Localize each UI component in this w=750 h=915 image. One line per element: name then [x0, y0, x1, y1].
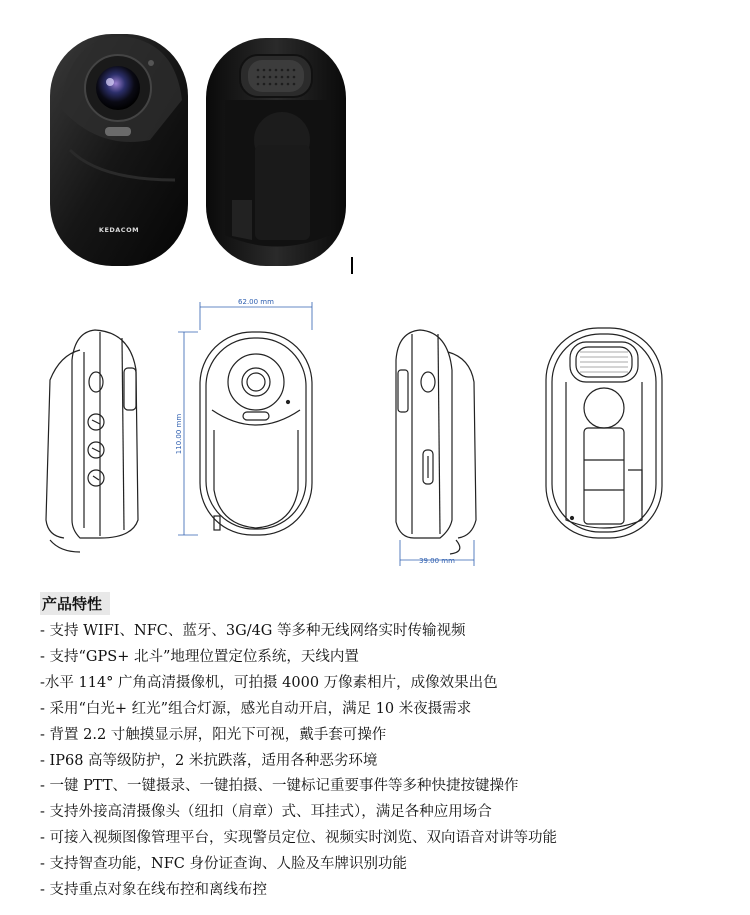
- features-list: [40, 619, 730, 904]
- text-cursor: [351, 257, 353, 274]
- product-features: [40, 592, 730, 904]
- product-photos: [0, 0, 750, 290]
- width-dimension-label: 62.00 mm: [238, 298, 274, 306]
- feature-item: - 支持 WIFI、NFC、蓝牙、3G/4G 等多种无线网络实时传输视频: [40, 623, 466, 639]
- feature-item: - 支持智查功能，NFC 身份证查询、人脸及车牌识别功能: [40, 856, 407, 873]
- camera-back-photo: [206, 38, 346, 266]
- feature-item: - 一键 PTT、一键摄录、一键拍摄、一键标记重要事件等多种快捷按键操作: [40, 778, 519, 795]
- technical-drawings: [0, 290, 750, 585]
- camera-front-photo: [50, 34, 188, 266]
- side-view-right: [396, 330, 476, 566]
- feature-item: - 支持外接高清摄像头（纽扣（肩章）式、耳挂式），满足各种应用场合: [40, 804, 492, 821]
- brand-logo: KEDACOM: [98, 226, 140, 234]
- feature-item: - 支持重点对象在线布控和离线布控: [40, 882, 268, 899]
- feature-item: -水平 114° 广角高清摄像机，可拍摄 4000 万像素相片，成像效果出色: [40, 674, 498, 691]
- back-view: [546, 328, 662, 538]
- height-dimension-label: 110.00 mm: [175, 413, 183, 455]
- features-title: 产品特性: [40, 592, 110, 615]
- feature-item: - 支持“GPS+ 北斗”地理位置定位系统，天线内置: [40, 648, 359, 665]
- depth-dimension-label: 39.00 mm: [419, 557, 455, 565]
- feature-item: - 背置 2.2 寸触摸显示屏，阳光下可视，戴手套可操作: [40, 726, 387, 743]
- feature-item: - IP68 高等级防护，2 米抗跌落，适用各种恶劣环境: [40, 752, 378, 769]
- front-view: [175, 298, 312, 535]
- feature-item: - 采用“白光+ 红光”组合灯源，感光自动开启，满足 10 米夜摄需求: [40, 700, 472, 717]
- feature-item: - 可接入视频图像管理平台，实现警员定位、视频实时浏览、双向语音对讲等功能: [40, 830, 558, 847]
- side-view-left: [46, 330, 138, 552]
